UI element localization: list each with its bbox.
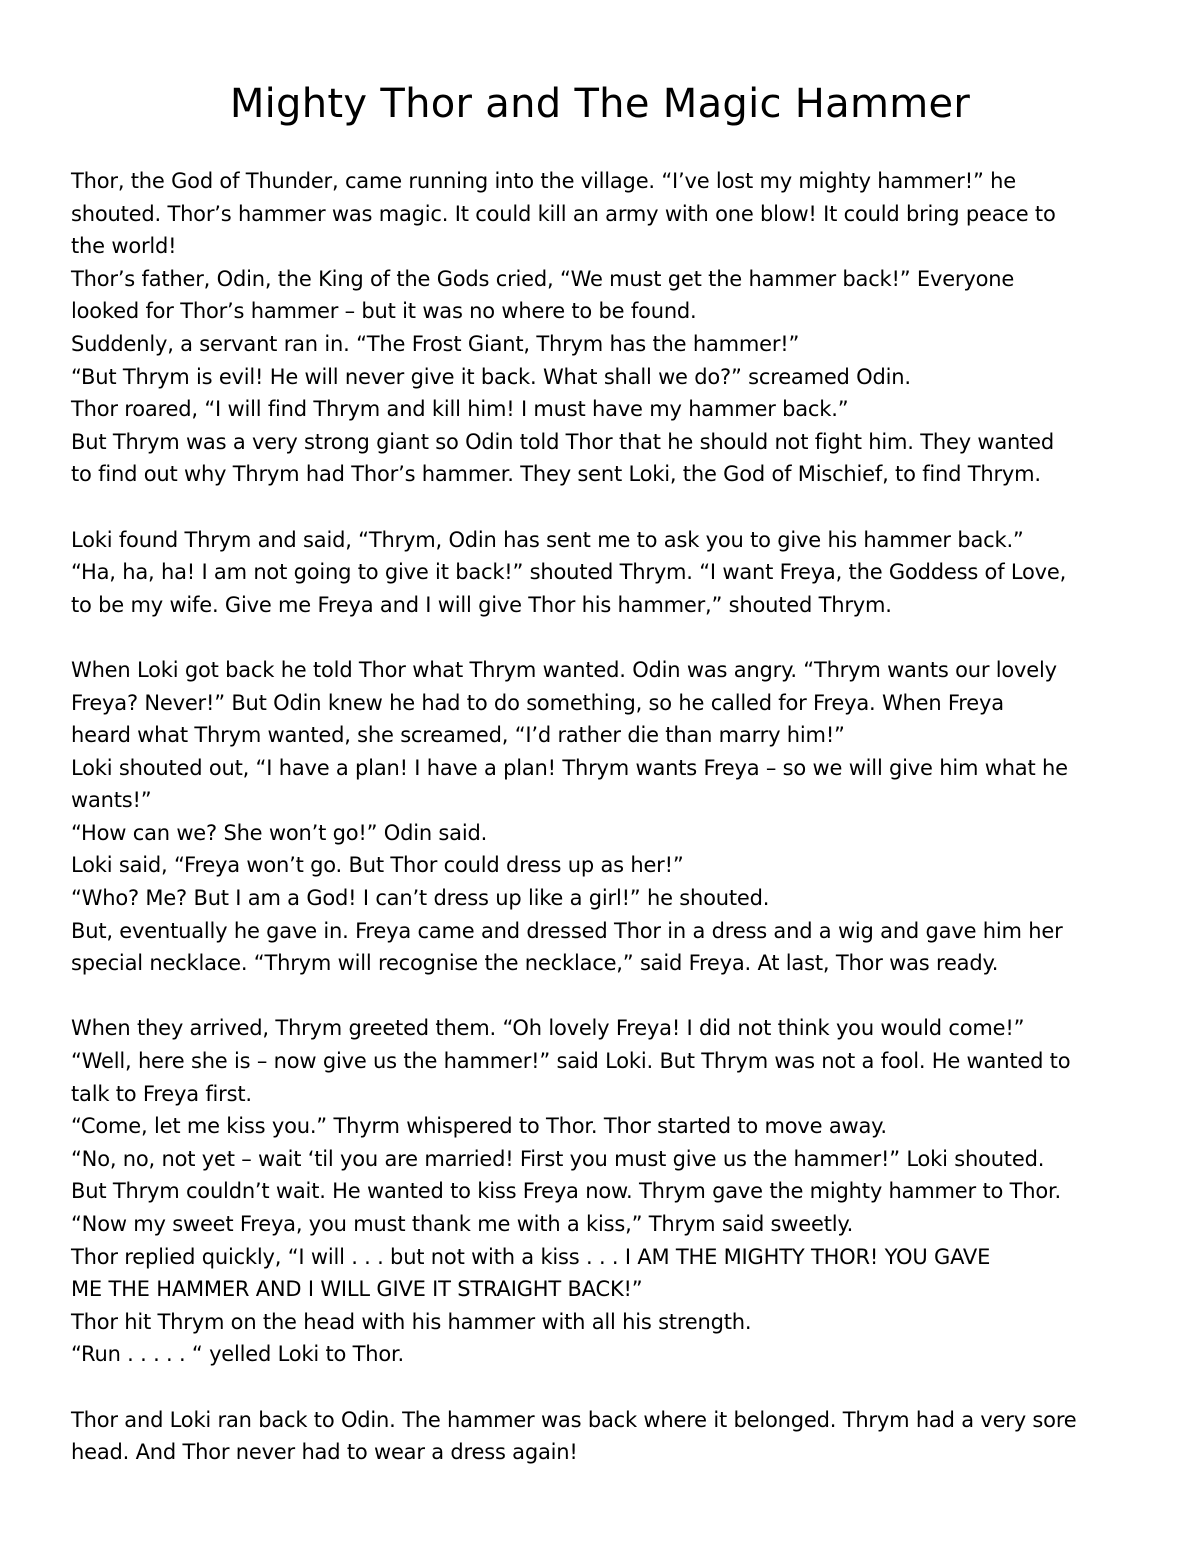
page-title: Mighty Thor and The Magic Hammer bbox=[229, 81, 971, 127]
text-line: When Loki got back he told Thor what Thrym wanted. Odin was angry. “Thrym wants our lovely bbox=[71, 657, 1057, 682]
text-line: looked for Thor’s hammer – but it was no where to be found. bbox=[71, 299, 697, 324]
text-line: ME THE HAMMER AND I WILL GIVE IT STRAIGHT BACK!” bbox=[71, 1277, 643, 1302]
text-line: heard what Thrym wanted, she screamed, “I’d rather die than marry him!” bbox=[71, 723, 845, 748]
text-line: Thor, the God of Thunder, came running into the village. “I’ve lost my mighty hammer!” he bbox=[71, 169, 1016, 193]
text-line: shouted. Thor’s hammer was magic. It could kill an army with one blow! It could bring peace to bbox=[71, 201, 1056, 226]
text-line: head. And Thor never had to wear a dress again! bbox=[71, 1440, 578, 1465]
text-line: the world! bbox=[71, 234, 177, 259]
text-line: Thor and Loki ran back to Odin. The hammer was back where it belonged. Thrym had a very sore bbox=[71, 1407, 1077, 1432]
paragraph-gap bbox=[71, 621, 1141, 654]
paragraph bbox=[71, 654, 1141, 980]
text-line: “No, no, not yet – wait ‘til you are married! First you must give us the hammer!” Loki shouted. bbox=[71, 1146, 1045, 1171]
text-line: to find out why Thrym had Thor’s hammer. They sent Loki, the God of Mischief, to find Thrym. bbox=[71, 462, 1041, 487]
story-body bbox=[71, 165, 1141, 1469]
text-line: “How can we? She won’t go!” Odin said. bbox=[71, 820, 488, 845]
text-line: When they arrived, Thrym greeted them. “Oh lovely Freya! I did not think you would come!” bbox=[71, 1016, 1025, 1041]
paragraph-gap bbox=[71, 980, 1141, 1013]
text-line: “Ha, ha, ha! I am not going to give it back!” shouted Thrym. “I want Freya, the Goddess of Love, bbox=[71, 560, 1067, 585]
paragraph-gap bbox=[71, 491, 1141, 524]
text-line: talk to Freya first. bbox=[71, 1081, 252, 1106]
paragraph-gap bbox=[71, 1371, 1141, 1404]
text-line: wants!” bbox=[71, 788, 152, 813]
text-line: Thor roared, “I will find Thrym and kill him! I must have my hammer back.” bbox=[71, 397, 849, 422]
paragraph bbox=[71, 165, 1141, 491]
text-line: Thor hit Thrym on the head with his hammer with all his strength. bbox=[71, 1309, 752, 1334]
text-line: Loki shouted out, “I have a plan! I have a plan! Thrym wants Freya – so we will give him what he bbox=[71, 755, 1068, 780]
paragraph bbox=[71, 1404, 1141, 1469]
text-line: special necklace. “Thrym will recognise the necklace,” said Freya. At last, Thor was ready. bbox=[71, 951, 999, 976]
text-line: But, eventually he gave in. Freya came and dressed Thor in a dress and a wig and gave him her bbox=[71, 918, 1063, 943]
text-line: Loki said, “Freya won’t go. But Thor could dress up as her!” bbox=[71, 853, 684, 878]
text-line: “Run . . . . . “ yelled Loki to Thor. bbox=[71, 1342, 404, 1367]
text-line: to be my wife. Give me Freya and I will give Thor his hammer,” shouted Thrym. bbox=[71, 592, 892, 617]
text-line: Thor’s father, Odin, the King of the Gods cried, “We must get the hammer back!” Everyone bbox=[71, 266, 1015, 291]
text-line: But Thrym was a very strong giant so Odin told Thor that he should not fight him. They wanted bbox=[71, 429, 1055, 454]
text-line: But Thrym couldn’t wait. He wanted to kiss Freya now. Thrym gave the mighty hammer to Thor. bbox=[71, 1179, 1061, 1204]
text-line: “Now my sweet Freya, you must thank me with a kiss,” Thrym said sweetly. bbox=[71, 1212, 854, 1236]
text-line: Loki found Thrym and said, “Thrym, Odin has sent me to ask you to give his hammer back.” bbox=[71, 527, 1024, 552]
paragraph bbox=[71, 1012, 1141, 1371]
text-line: “But Thrym is evil! He will never give it back. What shall we do?” screamed Odin. bbox=[71, 364, 911, 389]
text-line: “Well, here she is – now give us the hammer!” said Loki. But Thrym was not a fool. He wanted to bbox=[71, 1049, 1071, 1074]
text-line: Freya? Never!” But Odin knew he had to do something, so he called for Freya. When Freya bbox=[71, 690, 1004, 715]
paragraph bbox=[71, 524, 1141, 622]
text-line: Suddenly, a servant ran in. “The Frost Giant, Thrym has the hammer!” bbox=[71, 331, 800, 356]
text-line: Thor replied quickly, “I will . . . but not with a kiss . . . I AM THE MIGHTY THOR! YOU GAVE bbox=[71, 1244, 991, 1269]
text-line: “Come, let me kiss you.” Thyrm whispered to Thor. Thor started to move away. bbox=[71, 1114, 887, 1139]
text-line: “Who? Me? But I am a God! I can’t dress up like a girl!” he shouted. bbox=[71, 886, 770, 911]
